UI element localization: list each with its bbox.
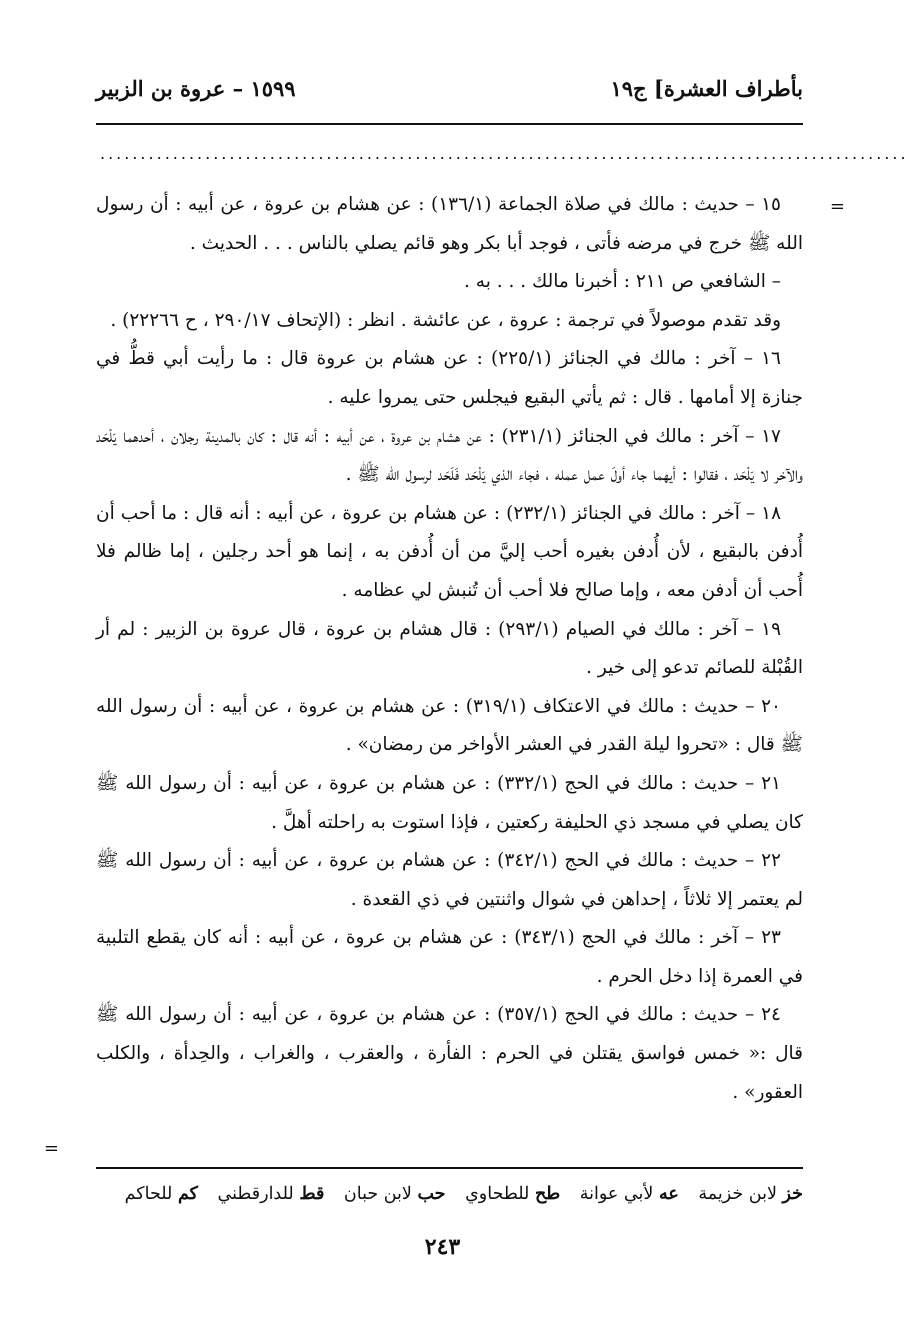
margin-marker-top: = <box>829 196 845 217</box>
header-book-title: بأطراف العشرة] ج١٩ <box>610 76 803 101</box>
paragraph-15: ١٥ – حديث : مالك في صلاة الجماعة (١٣٦/١) : عن هشام بن عروة ، عن أبيه : أن رسول الله ﷺ خرج في مرضه فأتى ، فوجد أبا بكر وهو قائم يصلي بالناس . . . الحديث . <box>96 194 803 254</box>
paragraph-21: ٢١ – حديث : مالك في الحج (٣٣٢/١) : عن هشام بن عروة ، عن أبيه : أن رسول الله ﷺ كان يصلي في مسجد ذي الحليفة ركعتين ، فإذا استوت به راحلته أهلَّ . <box>96 772 803 833</box>
abbreviation-item <box>344 1184 446 1204</box>
abbreviation-name: لأبي عوانة <box>579 1184 654 1204</box>
abbreviation-name: للحاكم <box>124 1184 173 1204</box>
paragraph-19: ١٩ – آخر : مالك في الصيام (٢٩٣/١) : قال هشام بن عروة ، قال عروة بن الزبير : لم أر القُبْلة للصائم تدعو إلى خير . <box>96 618 803 679</box>
paragraph-15-shafii: – الشافعي ص ٢١١ : أخبرنا مالك . . . به . <box>464 271 781 293</box>
abbreviation-code: كم <box>177 1184 198 1204</box>
footer-rule <box>96 1167 803 1169</box>
paragraph-16: ١٦ – آخر : مالك في الجنائز (٢٢٥/١) : عن هشام بن عروة قال : ما رأيت أبي قطُّ في جنازة إلا أمامها . قال : ثم يأتي البقيع فيجلس حتى يمروا عليه . <box>96 348 803 408</box>
abbreviation-code: قط <box>299 1184 325 1204</box>
page-number: ٢٤٣ <box>424 1234 461 1260</box>
paragraph-22: ٢٢ – حديث : مالك في الحج (٣٤٢/١) : عن هشام بن عروة ، عن أبيه : أن رسول الله ﷺ لم يعتمر إلا ثلاثاً ، إحداهن في شوال واثنتين في ذي القعدة . <box>96 850 803 910</box>
margin-marker-bottom: = <box>43 1138 59 1159</box>
header-rule <box>96 123 803 125</box>
abbreviation-item <box>465 1184 560 1204</box>
abbreviation-code: طح <box>534 1184 561 1204</box>
abbreviation-item <box>125 1184 198 1204</box>
paragraph-23: ٢٣ – آخر : مالك في الحج (٣٤٣/١) : عن هشام بن عروة ، عن أبيه : أنه كان يقطع التلبية في العمرة إذا دخل الحرم . <box>96 927 803 987</box>
abbreviations-key <box>96 1184 803 1204</box>
abbreviation-name: لابن حبان <box>343 1184 412 1204</box>
paragraph-18: ١٨ – آخر : مالك في الجنائز (٢٣٢/١) : عن هشام بن عروة ، عن أبيه : أنه قال : ما أحب أن أُدفن بالبقيع ، لأن أُدفن بغيره أحب إليَّ من أن أُدفن به ، إنما هو أحد رجلين ، إما ظالم فلا أُحب أن أدفن معه ، وإما صالح فلا أحب أن تُنبش لي عظامه . <box>96 502 803 601</box>
abbreviation-item <box>218 1184 325 1204</box>
paragraph-15-note: وقد تقدم موصولاً في ترجمة : عروة ، عن عائشة . انظر : (الإتحاف ٢٩٠/١٧ ، ح ٢٢٢٦٦) . <box>110 309 781 331</box>
abbreviation-name: لابن خزيمة <box>698 1184 777 1204</box>
abbreviation-code: عه <box>658 1184 679 1204</box>
abbreviation-name: للدارقطني <box>217 1184 294 1204</box>
abbreviation-code: خز <box>782 1184 803 1204</box>
dotted-separator: .................................................................................................... <box>100 144 909 163</box>
body-text <box>96 186 803 1112</box>
header-section-title: ١٥٩٩ – عروة بن الزبير <box>96 76 296 101</box>
abbreviation-item <box>698 1184 803 1204</box>
paragraph-17: ١٧ – آخر : مالك في الجنائز (٢٣١/١) : عن هشام بن عروة ، عن أبيه : أنه قال : كان بالمدينة رجلان ، أحدهما يَلْحَد والآخر لا يَلْحَد ، فقالوا : أيهما جاء أولَ عمل عمله ، فجاء الذي يَلْحَد فَلَحَد لرسول الله ﷺ . <box>96 425 803 486</box>
abbreviation-name: للطحاوي <box>465 1184 530 1204</box>
paragraph-24: ٢٤ – حديث : مالك في الحج (٣٥٧/١) : عن هشام بن عروة ، عن أبيه : أن رسول الله ﷺ قال :« خمس فواسق يقتلن في الحرم : الفأرة ، والعقرب ، والغراب ، والحِدأة ، والكلب العقور» . <box>96 1004 803 1103</box>
abbreviation-item <box>580 1184 679 1204</box>
running-header <box>96 76 803 112</box>
abbreviation-code: حب <box>417 1184 446 1204</box>
paragraph-20: ٢٠ – حديث : مالك في الاعتكاف (٣١٩/١) : عن هشام بن عروة ، عن أبيه : أن رسول الله ﷺ قال : «تحروا ليلة القدر في العشر الأواخر من رمضان» . <box>96 695 803 756</box>
